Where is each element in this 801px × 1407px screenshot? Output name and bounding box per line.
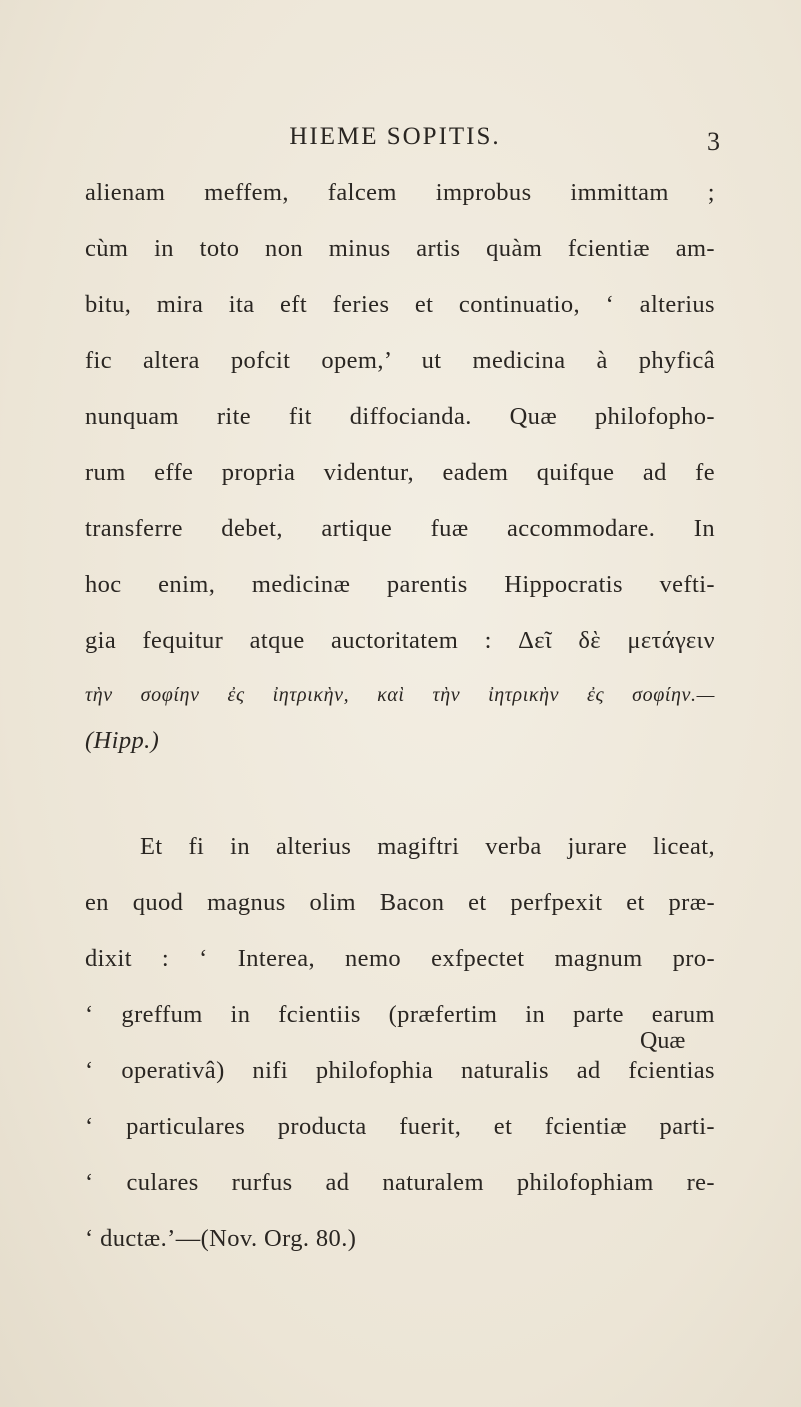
paragraph-1 [85, 165, 715, 771]
text-line: ‘ culares rurfus ad naturalem philofophiam re- [85, 1169, 715, 1196]
text-line: transferre debet, artique fuæ accommodare. In [85, 515, 715, 542]
text-line: ‘ operativâ) nifi philofophia naturalis ad fcientias [85, 1057, 715, 1084]
paragraph-gap [85, 771, 715, 819]
text-line: cùm in toto non minus artis quàm fcientiæ am- [85, 235, 715, 262]
text-line: rum effe propria videntur, eadem quifque ad fe [85, 459, 715, 486]
page-number: 3 [707, 127, 720, 156]
text-line: ‘ particulares producta fuerit, et fcientiæ parti- [85, 1113, 715, 1140]
paragraph-2 [85, 819, 715, 1267]
text-line: fic altera pofcit opem,’ ut medicina à phyficâ [85, 347, 715, 374]
text-line: bitu, mira ita eft feries et continuatio, ‘ alterius [85, 291, 715, 318]
citation [85, 721, 715, 771]
text-line: nunquam rite fit diffocianda. Quæ philofopho- [85, 403, 715, 430]
page-header [80, 118, 720, 158]
text-line: Et fi in alterius magiftri verba jurare liceat, [140, 833, 715, 860]
text-line: en quod magnus olim Bacon et perfpexit et præ- [85, 889, 715, 916]
body-text [85, 165, 715, 1267]
catchword: Quæ [640, 1028, 686, 1054]
text-line: ‘ ductæ.’—(Nov. Org. 80.) [85, 1225, 357, 1252]
text-line: alienam meffem, falcem improbus immittam ; [85, 179, 715, 206]
text-line: hoc enim, medicinæ parentis Hippocratis vefti- [85, 571, 715, 598]
text-line: ‘ greffum in fcientiis (præfertim in parte earum [85, 1001, 715, 1028]
running-head: HIEME SOPITIS. [289, 123, 501, 150]
greek-quotation-line: τὴν σοφίην ἐς ἰητρικὴν, καὶ τὴν ἰητρικὴν ἐς σοφίην.— [85, 684, 715, 706]
text-line: dixit : ‘ Interea, nemo exfpectet magnum pro- [85, 945, 715, 972]
citation-text: (Hipp.) [85, 727, 160, 754]
text-line: gia fequitur atque auctoritatem : Δεῖ δὲ μετάγειν [85, 627, 715, 654]
